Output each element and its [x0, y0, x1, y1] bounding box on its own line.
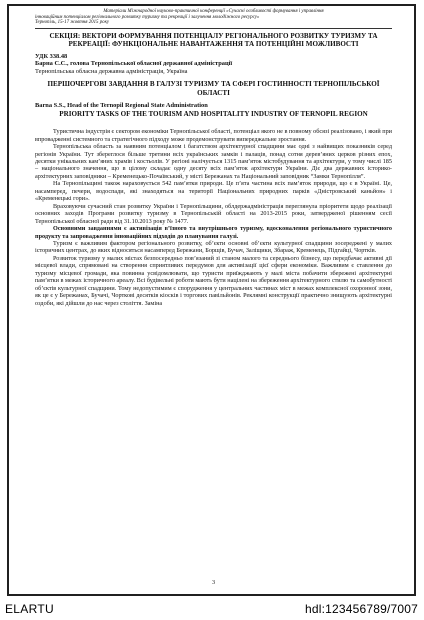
conference-header	[35, 9, 392, 26]
affiliation-uk: Тернопільська обласна державна адміністрація, Україна	[35, 67, 188, 75]
page-frame	[7, 4, 416, 596]
paragraph: Туристична індустрія є сектором економіки Тернопільської області, потенціал якого не в повному обсязі реалізовано, і який при впровадженні системного та стратегічного підходу може продемонструвати випереджальне зростання.	[35, 128, 392, 143]
repository-label: ELARTU	[5, 602, 54, 616]
paragraph-emphasis: Основними завданнями є активізація в’їзного та внутрішнього туризму, вдосконалення регіонального туристичного продукту та запровадження інноваційних підходів до планування галузі.	[35, 225, 392, 240]
paragraph: Тернопільська область за наявним потенціалом і багатством архітектурної спадщини має одні з найвищих показників серед регіонів України. Тут збереглося більше третини всіх українських замків і палаців, понад сотня дерев’яних церков різних епох, десятки унікальних кам’яних храмів і костьолів. У регіоні налічується 1315 пам’яток містобудування та архітектури, у тому числі 185 – національного значення, що в цілому складає одну десяту всіх пам’яток архітектури України. Діє два державних історико-архітектурних заповідники – Кременецько-Почаївський, у місті Бережанах та Національний заповідник “Замки Тернопілля”.	[35, 143, 392, 180]
footer-bar	[0, 598, 424, 620]
paragraph: Туризм є важливим фактором регіонального розвитку, об’єкти основні об’єкти культурної спадщини зосереджені у малих історичних центрах, до яких відносяться насамперед Бережани, Борщів, Бучач, Заліщики, Збараж, Кременець, Підгайці, Чортків.	[35, 239, 392, 255]
header-line-2: інноваційним потенціалом регіонального розвитку туризму та рекреації і залучення молодіжного ресурсу»	[35, 14, 260, 20]
title-en: PRIORITY TASKS OF THE TOURISM AND HOSPITALITY INDUSTRY OF TERNOPIL REGION	[59, 109, 368, 118]
handle-label: hdl:123456789/7007	[304, 602, 418, 616]
section-title: СЕКЦІЯ: ВЕКТОРИ ФОРМУВАННЯ ПОТЕНЦІАЛУ РЕГІОНАЛЬНОГО РОЗВИТКУ ТУРИЗМУ ТА РЕКРЕАЦІЇ: ФУНКЦІОНАЛЬНЕ НАВАНТАЖЕННЯ ТА ПОТЕНЦІЙНІ МОЖЛИВОСТІ	[49, 31, 378, 49]
author-en: Barna S.S., Head of the Ternopil Regional State Administration	[35, 102, 208, 110]
header-rule	[35, 28, 392, 29]
header-line-3: Тернопіль, 15-17 жовтня 2015 року	[35, 20, 110, 26]
title-uk: ПЕРШОЧЕРГОВІ ЗАВДАННЯ В ГАЛУЗІ ТУРИЗМУ ТА СФЕРІ ГОСТИННОСТІ ТЕРНОПІЛЬСЬКОЇ ОБЛАСТІ	[47, 80, 380, 97]
paragraph: Враховуючи сучасний стан розвитку України і Тернопільщини, облдержадміністрація переглянула пріоритети щодо реалізації основних заходів Програми розвитку туризму в Тернопільській області на 2013-2015 роки, затвердженої рішенням сесії Тернопільської обласної ради від 31.10.2013 року № 1477.	[35, 202, 392, 225]
header-line-1: Матеріали Міжнародної науково-практичної конференції «Сучасні особливості формування і управління	[103, 9, 324, 14]
paragraph: Розвиток туризму у малих містах безпосередньо пов’язаний зі станом малого та середнього бізнесу, що передбачає активні дії місцевої влади, спрямовані на створення сприятливих передумов для активізації цієї сфери економіки. Важливим є ставлення до туризму місцевої громади, яка повинна усвідомлювати, що туристи приїжджають у малі міста побачити збережені архітектурні пам’ятки в межах історичного ареалу. Всі будівельні роботи мають бути націлені на збереження архітектурного стилю та самобутності об’єктів культурної спадщини. Тому недопустимим є спорудження у центральних частинах міст в межах комплексної охоронної зони, як це є у Бережанах, Бучачі, Чорткові десятків кіосків і торгових павільйонів. Реклямні конструкції практично знищують архітектурні оздоби, які дійшли до нас через століття. Заміна	[35, 254, 392, 307]
paragraph: На Тернопільщині також нараховується 542 пам’ятки природи. Це п’ята частина всіх пам’яток природи, що є в Україні. Це, насамперед, печери, водоспади, які знаходяться на території Національних природних парків «Дністровський каньйон» і «Кременецькі гори».	[35, 180, 392, 203]
udk-code: УДК 338.48	[35, 52, 68, 60]
document-page	[35, 9, 392, 586]
page-number: 3	[211, 579, 216, 586]
author-uk: Барна С.С., голова Тернопільської обласної державної адміністрації	[35, 60, 233, 68]
